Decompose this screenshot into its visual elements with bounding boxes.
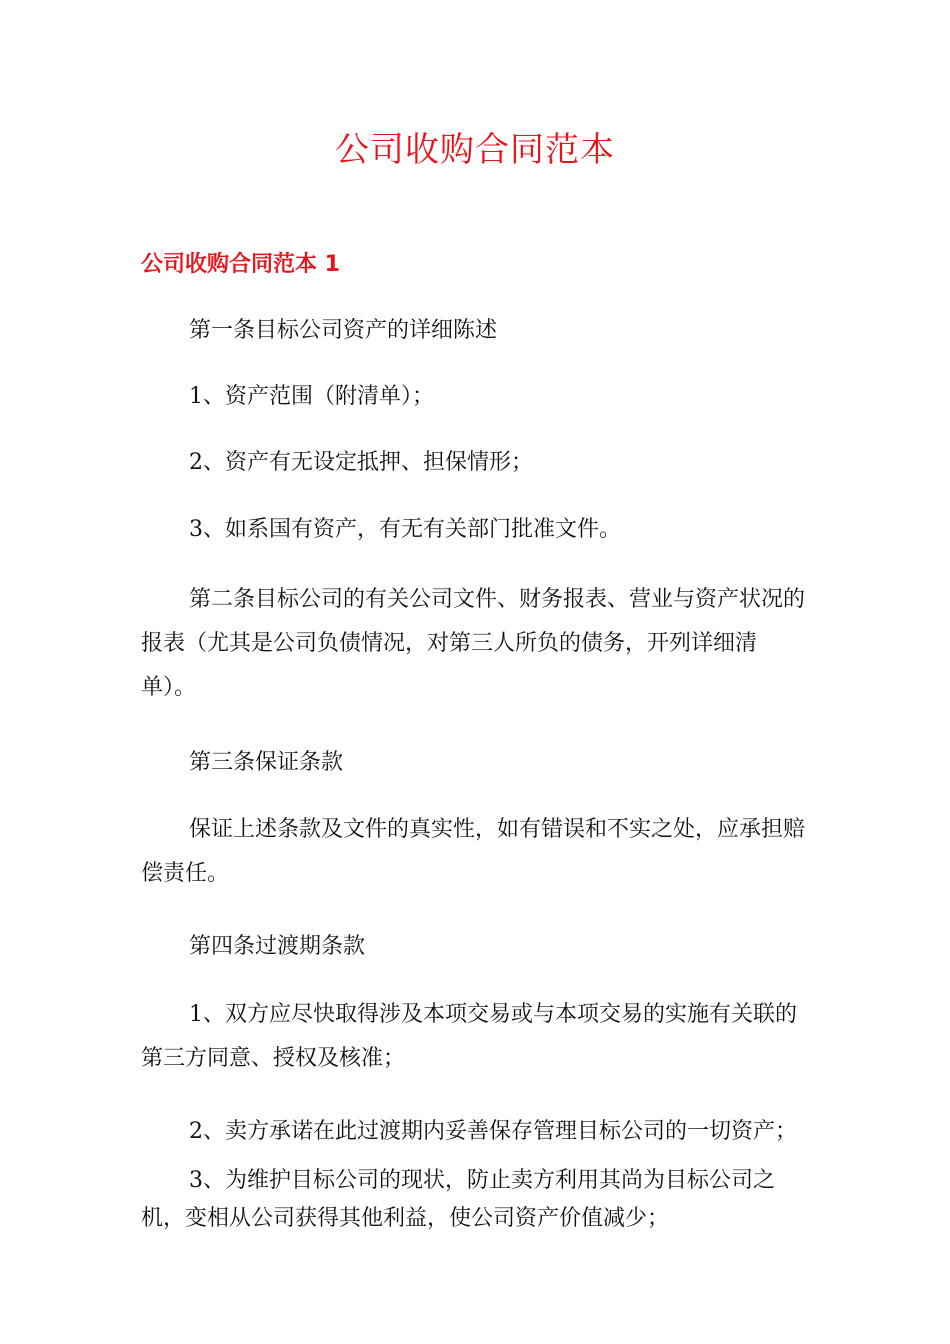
paragraph: 第二条目标公司的有关公司文件、财务报表、营业与资产状况的报表（尤其是公司负债情况，对第三人所负的债务，开列详细清单）。: [141, 587, 806, 700]
paragraph: 第四条过渡期条款: [189, 934, 366, 959]
paragraph: 第三条保证条款: [189, 750, 344, 775]
paragraph: 保证上述条款及文件的真实性，如有错误和不实之处，应承担赔偿责任。: [141, 817, 806, 886]
paragraph: 1、资产范围（附清单）；: [189, 384, 434, 409]
paragraph: 2、卖方承诺在此过渡期内妥善保存管理目标公司的一切资产；: [189, 1119, 797, 1144]
paragraph: 3、为维护目标公司的现状，防止卖方利用其尚为目标公司之机，变相从公司获得其他利益，使公司资产价值减少；: [141, 1168, 775, 1231]
paragraph: 2、资产有无设定抵押、担保情形；: [189, 450, 533, 475]
section-heading: 公司收购合同范本 1: [141, 252, 340, 277]
document-title: 公司收购合同范本: [335, 130, 615, 170]
paragraph: 第一条目标公司资产的详细陈述: [189, 318, 498, 343]
paragraph: 3、如系国有资产，有无有关部门批准文件。: [189, 517, 621, 542]
paragraph: 1、双方应尽快取得涉及本项交易或与本项交易的实施有关联的第三方同意、授权及核准；: [141, 1002, 797, 1071]
